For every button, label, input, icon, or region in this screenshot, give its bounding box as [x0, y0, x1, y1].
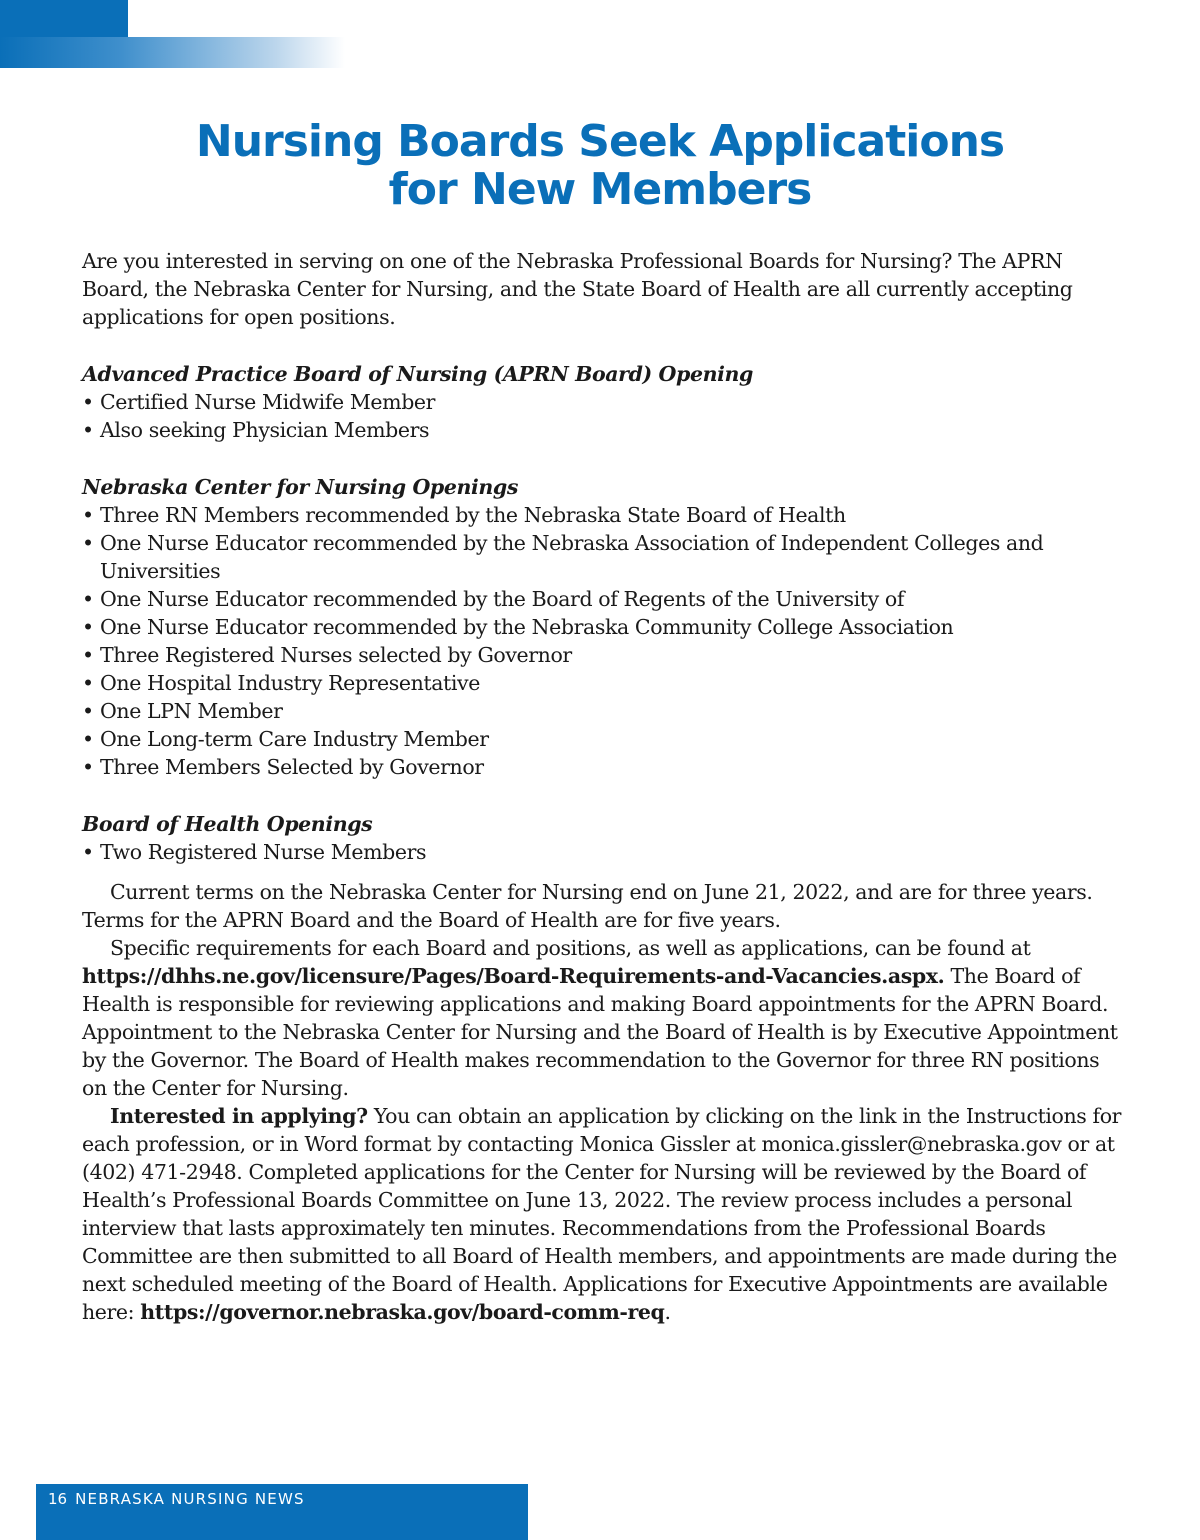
applying-end: . — [664, 1300, 671, 1324]
list-item: • One Long-term Care Industry Member — [82, 725, 1122, 753]
applying-paragraph — [82, 1102, 1122, 1326]
aprn-openings-list — [82, 388, 1122, 444]
list-item: • One Hospital Industry Representative — [82, 669, 1122, 697]
footer-text — [48, 1490, 305, 1508]
section-heading-center-for-nursing: Nebraska Center for Nursing Openings — [82, 475, 518, 499]
applying-text: You can obtain an application by clicking on the link in the Instructions for each profession, or in Word format by contacting Monica Gissler at monica.gissler@nebraska.gov or at (402) 471-2948. Completed applications for the Center for Nursing will be reviewed by the Board of Health’s Professional Boards Committee on June 13, 2022. The review process includes a personal interview that lasts approximately ten minutes. Recommendations from the Professional Boards Committee are then submitted to all Board of Health members, and appointments are made during the next scheduled meeting of the Board of Health. Applications for Executive Appointments are available here: — [82, 1104, 1122, 1324]
page-number: 16 — [48, 1490, 68, 1508]
title-line-1: Nursing Boards Seek Applications — [195, 116, 1005, 167]
requirements-paragraph — [82, 934, 1122, 1102]
list-item: • Three RN Members recommended by the Nebraska State Board of Health — [82, 501, 1122, 529]
list-item: • Two Registered Nurse Members — [82, 838, 1122, 866]
terms-paragraph: Current terms on the Nebraska Center for Nursing end on June 21, 2022, and are for three years. Terms for the APRN Board and the Board of Health are for five years. — [82, 880, 1093, 932]
list-item: • Three Members Selected by Governor — [82, 753, 1122, 781]
list-item: • One Nurse Educator recommended by the Board of Regents of the University of — [82, 585, 1122, 613]
list-item: • Certified Nurse Midwife Member — [82, 388, 1122, 416]
page-title — [0, 118, 1200, 214]
article-body — [82, 247, 1122, 1326]
list-item: • Also seeking Physician Members — [82, 416, 1122, 444]
publication-name: NEBRASKA NURSING NEWS — [75, 1490, 305, 1508]
list-item: • One Nurse Educator recommended by the Nebraska Association of Independent Colleges and Universities — [82, 529, 1122, 585]
list-item: • One LPN Member — [82, 697, 1122, 725]
intro-paragraph: Are you interested in serving on one of the Nebraska Professional Boards for Nursing? The APRN Board, the Nebraska Center for Nursing, and the State Board of Health are all currently accepting applications for open positions. — [82, 249, 1073, 329]
requirements-text: Specific requirements for each Board and positions, as well as applications, can be found at — [110, 936, 1031, 960]
governor-board-link[interactable]: https://governor.nebraska.gov/board-comm-req — [140, 1300, 665, 1324]
footer-bar — [36, 1484, 528, 1540]
applying-lead: Interested in applying? — [110, 1104, 368, 1128]
dhhs-requirements-link[interactable]: https://dhhs.ne.gov/licensure/Pages/Board-Requirements-and-Vacancies.aspx. — [82, 964, 945, 988]
header-gradient-bar — [0, 37, 345, 68]
center-for-nursing-openings-list — [82, 501, 1122, 781]
list-item: • One Nurse Educator recommended by the Nebraska Community College Association — [82, 613, 1122, 641]
requirements-rest-text: The Board of Health is responsible for reviewing applications and making Board appointments for the APRN Board. Appointment to the Nebraska Center for Nursing and the Board of Health is by Executive Appointment by the Governor. The Board of Health makes recommendation to the Governor for three RN positions on the Center for Nursing. — [82, 964, 1118, 1100]
board-of-health-openings-list — [82, 838, 1122, 866]
title-line-2: for New Members — [388, 164, 812, 215]
list-item: • Three Registered Nurses selected by Governor — [82, 641, 1122, 669]
section-heading-board-of-health: Board of Health Openings — [82, 812, 373, 836]
section-heading-aprn: Advanced Practice Board of Nursing (APRN Board) Opening — [82, 362, 753, 386]
